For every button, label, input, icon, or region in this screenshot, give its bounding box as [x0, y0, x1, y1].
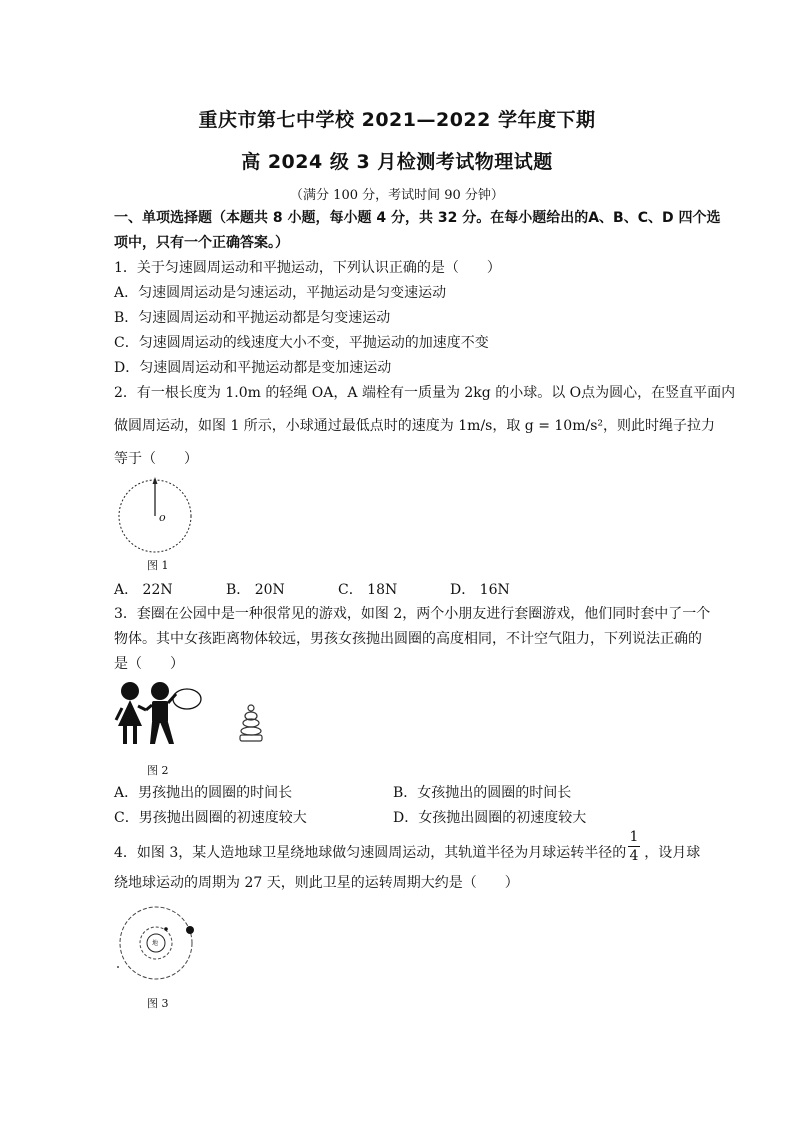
q1-option-b: B．匀速圆周运动和平抛运动都是匀变速运动: [114, 310, 391, 326]
q1-option-a: A．匀速圆周运动是匀速运动，平抛运动是匀变速运动: [114, 285, 447, 301]
q4-stem-text-a: 4．如图 3，某人造地球卫星绕地球做匀速圆周运动，其轨道半径为月球运转半径的: [114, 845, 627, 861]
girl-figure-icon: [116, 682, 146, 744]
exam-info: （满分 100 分，考试时间 90 分钟）: [290, 188, 504, 203]
q4-fraction-bar: [628, 846, 640, 847]
satellite-icon: [164, 927, 168, 931]
moon-icon: [186, 926, 194, 934]
q3-option-b: B．女孩抛出的圆圈的时间长: [393, 785, 572, 801]
section-heading-line1: 一、单项选择题（本题共 8 小题，每小题 4 分，共 32 分。在每小题给出的A、B、C、D 四个选: [114, 210, 721, 226]
q4-stem-line1: [114, 843, 700, 863]
figure-2-caption: 图 2: [147, 764, 169, 777]
q3-stem-line2: 物体。其中女孩距离物体较远，男孩女孩抛出圆圈的高度相同，不计空气阻力，下列说法正确的: [114, 631, 702, 647]
q2-stem-line3: 等于（ ）: [114, 451, 198, 467]
q3-option-c: C．男孩抛出圆圈的初速度较大: [114, 810, 307, 826]
q3-option-a: A．男孩抛出的圆圈的时间长: [114, 785, 293, 801]
q4-stem-line2: 绕地球运动的周期为 27 天，则此卫星的运转周期大约是（ ）: [114, 875, 519, 891]
boy-figure-icon: [146, 682, 176, 744]
q2-option-d: D． 16N: [450, 582, 510, 598]
q3-stem-line3: 是（ ）: [114, 656, 184, 672]
q4-fraction-denominator: 4: [629, 848, 639, 864]
q3-stem-line1: 3．套圈在公园中是一种很常见的游戏，如图 2，两个小朋友进行套圈游戏，他们同时套中了一个: [114, 606, 711, 622]
figure-3-earth-label: 地: [152, 940, 159, 947]
q4-fraction-numerator: 1: [629, 829, 639, 845]
figure-1-circle-diagram: [116, 474, 196, 554]
q1-stem: 1．关于匀速圆周运动和平抛运动，下列认识正确的是（ ）: [114, 260, 501, 276]
q2-stem-line2: 做圆周运动，如图 1 所示，小球通过最低点时的速度为 1m/s，取 g = 10m/s²，则此时绳子拉力: [114, 418, 715, 434]
exam-title-line2: 高 2024 级 3 月检测考试物理试题: [241, 151, 553, 173]
q2-option-c: C． 18N: [338, 582, 398, 598]
small-mark-icon: [117, 966, 119, 968]
figure-1-caption: 图 1: [147, 559, 169, 572]
section-heading-line2: 项中，只有一个正确答案。）: [114, 235, 289, 251]
q2-option-a: A． 22N: [114, 582, 173, 598]
q1-option-d: D．匀速圆周运动和平抛运动都是变加速运动: [114, 360, 392, 376]
target-toy-icon: [240, 705, 262, 741]
q2-stem-line1: 2．有一根长度为 1.0m 的轻绳 OA，A 端栓有一质量为 2kg 的小球。以 O点为圆心，在竖直平面内: [114, 385, 736, 401]
figure-3-orbit-diagram: [114, 903, 204, 993]
ring-icon: [173, 689, 201, 709]
q1-option-c: C．匀速圆周运动的线速度大小不变，平抛运动的加速度不变: [114, 335, 489, 351]
figure-2-ring-toss-diagram: [114, 680, 274, 750]
q2-option-b: B． 20N: [226, 582, 285, 598]
figure-3-caption: 图 3: [147, 997, 169, 1010]
q4-stem-text-b: ，设月球: [644, 845, 701, 861]
q4-fraction: [628, 829, 640, 864]
ball-arrow-icon: [153, 477, 158, 484]
exam-title-line1: 重庆市第七中学校 2021—2022 学年度下期: [198, 109, 596, 131]
figure-1-label-o: o: [159, 511, 166, 524]
q3-option-d: D．女孩抛出圆圈的初速度较大: [393, 810, 587, 826]
